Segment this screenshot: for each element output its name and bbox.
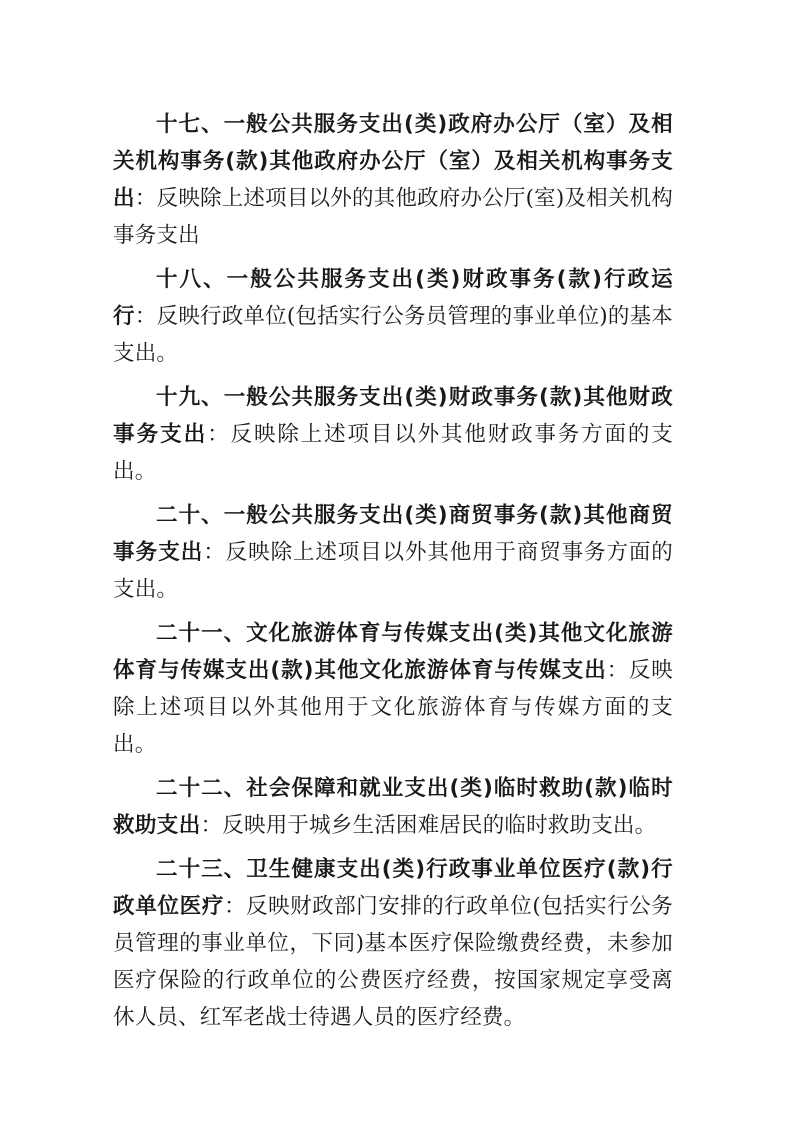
paragraph-21 (113, 615, 673, 763)
paragraph-23 (113, 851, 673, 1036)
item-body: ：反映除上述项目以外其他财政事务方面的支出。 (113, 422, 673, 484)
item-heading: 二十一、文化旅游体育与传媒支出(类)其他文化旅游体育与传媒支出(款)其他文化旅游体育与传媒支出 (113, 621, 673, 683)
item-heading: 二十、一般公共服务支出(类)商贸事务(款)其他商贸事务支出 (113, 503, 673, 565)
item-heading: 十八、一般公共服务支出(类)财政事务(款)行政运行 (113, 267, 673, 329)
document-page (113, 106, 673, 1043)
item-body: ：反映用于城乡生活困难居民的临时救助支出。 (200, 813, 657, 838)
paragraph-22 (113, 770, 673, 844)
item-heading: 十七、一般公共服务支出(类)政府办公厅（室）及相关机构事务(款)其他政府办公厅（室）及相关机构事务支出 (113, 112, 673, 211)
item-body: ：反映除上述项目以外其他用于商贸事务方面的支出。 (113, 540, 673, 602)
paragraph-20 (113, 497, 673, 608)
paragraph-18 (113, 261, 673, 372)
item-body: ：反映除上述项目以外其他用于文化旅游体育与传媒方面的支出。 (113, 658, 673, 757)
item-body: ：反映财政部门安排的行政单位(包括实行公务员管理的事业单位，下同)基本医疗保险缴费经费，未参加医疗保险的行政单位的公费医疗经费，按国家规定享受离休人员、红军老战士待遇人员的医疗经费。 (113, 894, 673, 1030)
item-body: ：反映除上述项目以外的其他政府办公厅(室)及相关机构事务支出 (113, 186, 673, 248)
item-heading: 二十三、卫生健康支出(类)行政事业单位医疗(款)行政单位医疗 (113, 857, 673, 919)
paragraph-17 (113, 106, 673, 254)
paragraph-19 (113, 379, 673, 490)
item-body: ：反映行政单位(包括实行公务员管理的事业单位)的基本支出。 (113, 304, 673, 366)
item-heading: 十九、一般公共服务支出(类)财政事务(款)其他财政事务支出 (113, 385, 673, 447)
item-heading: 二十二、社会保障和就业支出(类)临时救助(款)临时救助支出 (113, 776, 673, 838)
